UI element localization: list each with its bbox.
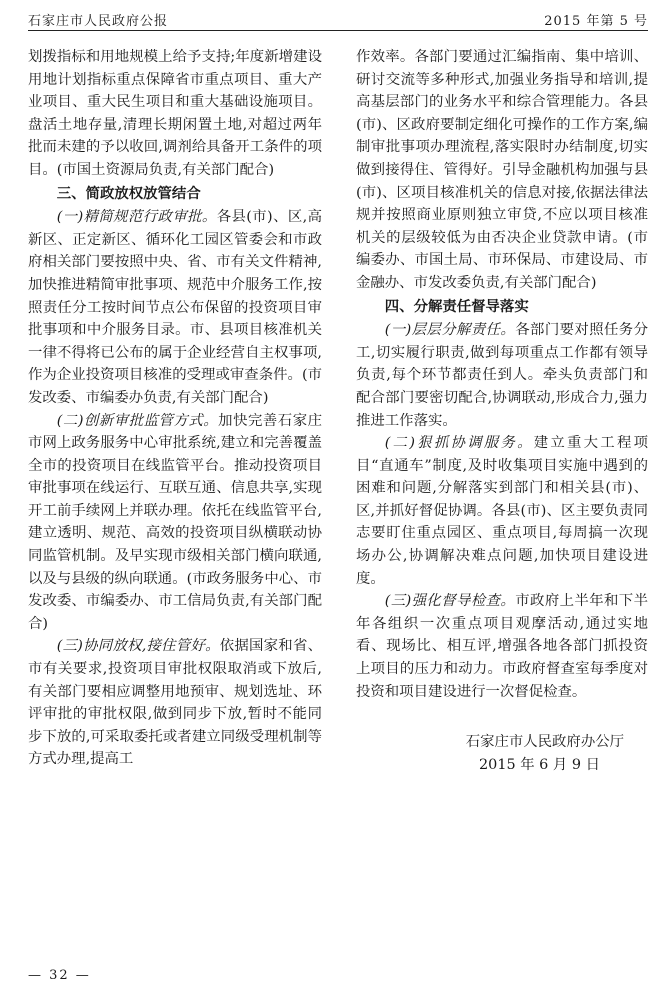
item-title: (一)精简规范行政审批。	[56, 209, 217, 226]
item-paragraph	[356, 590, 648, 703]
left-column	[28, 46, 322, 771]
item-title: (二)狠抓协调服务。	[384, 435, 534, 452]
item-body: 加快完善石家庄市网上政务服务中心审批系统,建立和完善覆盖全市的投资项目在线监管平台。推动投资项目审批事项在线运行、互联互通、信息共享,实现开工前手续网上并联办理。依托在线监管平台,建立透明、规范、高效的投资项目纵横联动协同监管机制。及早实现市级相关部门横向联通,以及与县级的纵向联通。(市政务服务中心、市发改委、市编委办、市工信局负责,有关部门配合)	[28, 412, 322, 632]
item-title: (二)创新审批监管方式。	[56, 412, 219, 429]
item-paragraph	[28, 635, 322, 771]
item-paragraph	[356, 432, 648, 590]
continued-paragraph: 作效率。各部门要通过汇编指南、集中培训、研讨交流等多种形式,加强业务指导和培训,提高基层部门的业务水平和综合管理能力。各县(市)、区政府要制定细化可操作的工作方案,编制审批事项办理流程,落实限时办结制度,切实做到接得住、管得好。引导金融机构加强与县(市)、区项目核准机关的信息对接,依据法律法规并按照商业原则独立审贷,不应以项目核准机关的层级较低为由否决企业贷款申请。(市编委办、市国土局、市环保局、市建设局、市金融办、市发改委负责,有关部门配合)	[356, 49, 648, 291]
issue-number: 2015 年第 5 号	[544, 14, 648, 29]
section-heading-4: 四、分解责任督导落实	[384, 298, 529, 315]
item-body: 市政府上半年和下半年各组织一次重点项目观摩活动,通过实地看、现场比、相互评,增强各地各部门抓投资上项目的压力和动力。市政府督查室每季度对投资和项目建设进行一次督促检查。	[356, 593, 648, 700]
item-title: (三)强化督导检查。	[384, 593, 516, 610]
right-column	[356, 46, 648, 776]
signature-date: 2015 年 6 月 9 日	[479, 756, 600, 773]
continued-paragraph: 划拨指标和用地规模上给予支持;年度新增建设用地计划指标重点保障省市重点项目、重大产业项目、重大民生项目和重大基础设施项目。盘活土地存量,清理长期闲置土地,对超过两年批而未建的予以收回,调剂给具备开工条件的项目。(市国土资源局负责,有关部门配合)	[28, 49, 322, 178]
item-body: 建立重大工程项目“直通车”制度,及时收集项目实施中遇到的困难和问题,分解落实到部门和相关县(市)、区,并抓好督促协调。各县(市)、区主要负责同志要盯住重点园区、重点项目,每周搞一次现场办公,协调解决难点问题,加快项目建设进度。	[356, 435, 648, 587]
item-paragraph	[28, 206, 322, 409]
item-paragraph	[28, 410, 322, 636]
item-body: 依据国家和省、市有关要求,投资项目审批权限取消或下放后,有关部门要相应调整用地预审、规划选址、环评审批的审批权限,做到同步下放,暂时不能同步下放的,可采取委托或者建立同级受理机制等方式办理,提高工	[28, 638, 322, 768]
item-paragraph	[356, 319, 648, 432]
item-title: (三)协同放权,接住管好。	[56, 638, 220, 655]
publication-title: 石家庄市人民政府公报	[28, 14, 169, 29]
section-heading-3: 三、简政放权放管结合	[56, 185, 201, 202]
item-title: (一)层层分解责任。	[384, 322, 516, 339]
page-header	[28, 8, 648, 31]
item-body: 各部门要对照任务分工,切实履行职责,做到每项重点工作都有领导负责,每个环节都责任到人。牵头负责部门和配合部门要密切配合,协调联动,形成合力,强力推进工作落实。	[356, 322, 648, 429]
signature-organization: 石家庄市人民政府办公厅	[465, 734, 624, 751]
item-body: 各县(市)、区,高新区、正定新区、循环化工园区管委会和市政府相关部门要按照中央、省、市有关文件精神,加快推进精简审批事项、规范中介服务工作,按照责任分工按时间节点公布保留的投资项目审批事项和中介服务目录。市、县项目核准机关一律不得将已公布的属于企业经营自主权事项,作为企业投资项目核准的受理或审查条件。(市发改委、市编委办负责,有关部门配合)	[28, 209, 322, 406]
page-number: — 32 —	[28, 968, 91, 983]
